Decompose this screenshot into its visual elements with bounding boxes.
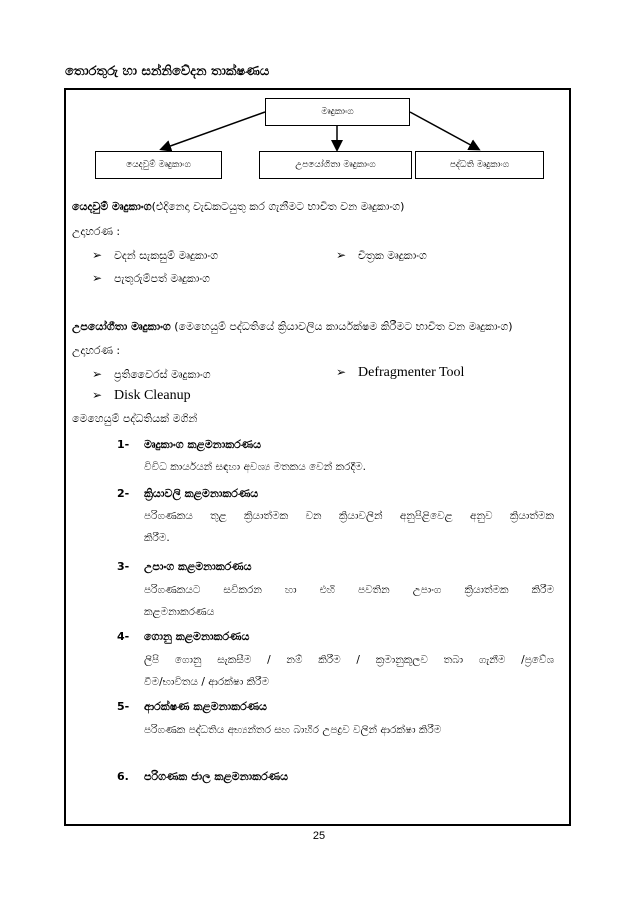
os-function-item-6 — [117, 770, 288, 784]
os-function-item-4 — [117, 630, 249, 644]
os-function-desc-2 — [144, 505, 554, 549]
os-functions-intro: මෙහෙයුම් පද්ධතියක් මගින් — [72, 412, 198, 425]
application-example-2-text: චිත්‍රක මෘදුකාංග — [358, 249, 427, 262]
utility-software-note: (මෙහෙයුම් පද්ධතියේ ක්‍රියාවලිය කාර්යක්ෂම කිරීමට භාවිත වන මෘදුකාංග) — [174, 320, 513, 333]
arrow-left — [162, 112, 265, 149]
os-function-item-1 — [117, 438, 261, 452]
utility-example-2-text: Defragmenter Tool — [358, 365, 465, 380]
page-number: 25 — [312, 830, 326, 842]
bullet-arrow-icon: ➢ — [336, 248, 347, 262]
diagram-root-box: මෘදුකාංග — [265, 98, 410, 126]
utility-example-1 — [92, 367, 211, 382]
item-title: ක්‍රියාවලි කළමනාකරණය — [144, 487, 259, 500]
os-function-desc-5 — [144, 719, 554, 741]
desc-line: කිරීම. — [144, 532, 170, 544]
desc-line: වීම/භාවිතය / ආරක්ෂා කිරීම — [144, 676, 270, 688]
os-function-desc-1 — [144, 456, 554, 478]
desc-line: පරිගණක පද්ධතිය අභ්‍යන්තර සහ බාහිර උපද්‍රව වලින් ආරක්ෂා කිරීම — [144, 724, 442, 736]
os-function-item-3 — [117, 560, 252, 574]
diagram-child-application: යෙදවුම් මෘදුකාංග — [95, 151, 222, 179]
desc-line: පරිගණකය තුළ ක්‍රියාත්මක වන ක්‍රියාවලින් අනුපිළිවෙළ අනුව ක්‍රියාත්මක — [144, 510, 554, 522]
item-title: ගොනු කළමනාකරණය — [144, 630, 250, 643]
utility-examples-label: උදාහරණ : — [72, 344, 121, 357]
item-number: 5- — [117, 700, 130, 713]
bullet-arrow-icon: ➢ — [92, 388, 103, 402]
application-examples-label: උදාහරණ : — [72, 225, 121, 238]
item-number: 4- — [117, 630, 130, 643]
utility-software-line — [72, 319, 513, 335]
arrow-right — [410, 112, 478, 149]
utility-example-3-text: Disk Cleanup — [114, 388, 191, 403]
os-function-item-2 — [117, 487, 258, 501]
item-title: පරිගණක ජාල කළමනාකරණය — [144, 770, 288, 783]
application-software-line — [72, 199, 404, 215]
bullet-arrow-icon: ➢ — [336, 365, 347, 379]
application-software-heading: යෙදවුම් මෘදුකාංග — [72, 200, 152, 213]
utility-example-1-text: ප්‍රතිවෛරස් මෘදුකාංග — [114, 368, 211, 381]
desc-line: විවිධ කාර්යයන් සඳහා අවශ්‍ය මතකය වෙන් කරදීම. — [144, 461, 367, 473]
bullet-arrow-icon: ➢ — [92, 271, 103, 285]
os-function-desc-4 — [144, 649, 554, 693]
utility-example-3 — [92, 388, 191, 404]
item-number: 3- — [117, 560, 130, 573]
bullet-arrow-icon: ➢ — [92, 367, 103, 381]
utility-example-2 — [336, 365, 464, 381]
content-frame — [64, 88, 571, 826]
application-software-note: (එදිනෙදා වැඩකටයුතු කර ගැනීමට භාවිත වන මෘදුකාංග) — [151, 200, 405, 213]
item-title: මෘදුකාංග කළමනාකරණය — [144, 438, 262, 451]
diagram-child-utility: උපයෝගිතා මෘදුකාංග — [259, 151, 412, 179]
os-function-item-5 — [117, 700, 267, 714]
application-example-1 — [92, 248, 218, 263]
desc-line: කළමනාකරණය — [144, 606, 215, 618]
application-example-3 — [92, 271, 210, 286]
item-number: 1- — [117, 438, 130, 451]
utility-software-heading: උපයෝගීතා මෘදුකාංග — [72, 320, 171, 333]
application-example-2 — [336, 248, 427, 263]
desc-line: ලිපි ගොනු සැකසීම / නම් කිරීම / ක්‍රමානුකූලව තබා ගැනීම /ප්‍රවේශ — [144, 654, 554, 666]
item-title: ආරක්ෂණ කළමනාකරණය — [144, 700, 267, 713]
desc-line: පරිගණකයට සවිකරන හා එහි පවතින උපාංග ක්‍රියාත්මක කිරීම — [144, 584, 554, 596]
application-example-1-text: වදන් සැකසුම් මෘදුකාංග — [114, 249, 219, 262]
diagram-child-system: පද්ධති මෘදුකාංග — [415, 151, 544, 179]
application-example-3-text: පැතුරුම්පත් මෘදුකාංග — [114, 272, 211, 285]
item-title: උපාංග කළමනාකරණය — [144, 560, 252, 573]
bullet-arrow-icon: ➢ — [92, 248, 103, 262]
page-header-title: තොරතුරු හා සන්නිවේදන තාක්ෂණය — [65, 64, 270, 79]
item-number: 2- — [117, 487, 130, 500]
item-number: 6. — [117, 770, 129, 783]
os-function-desc-3 — [144, 579, 554, 623]
